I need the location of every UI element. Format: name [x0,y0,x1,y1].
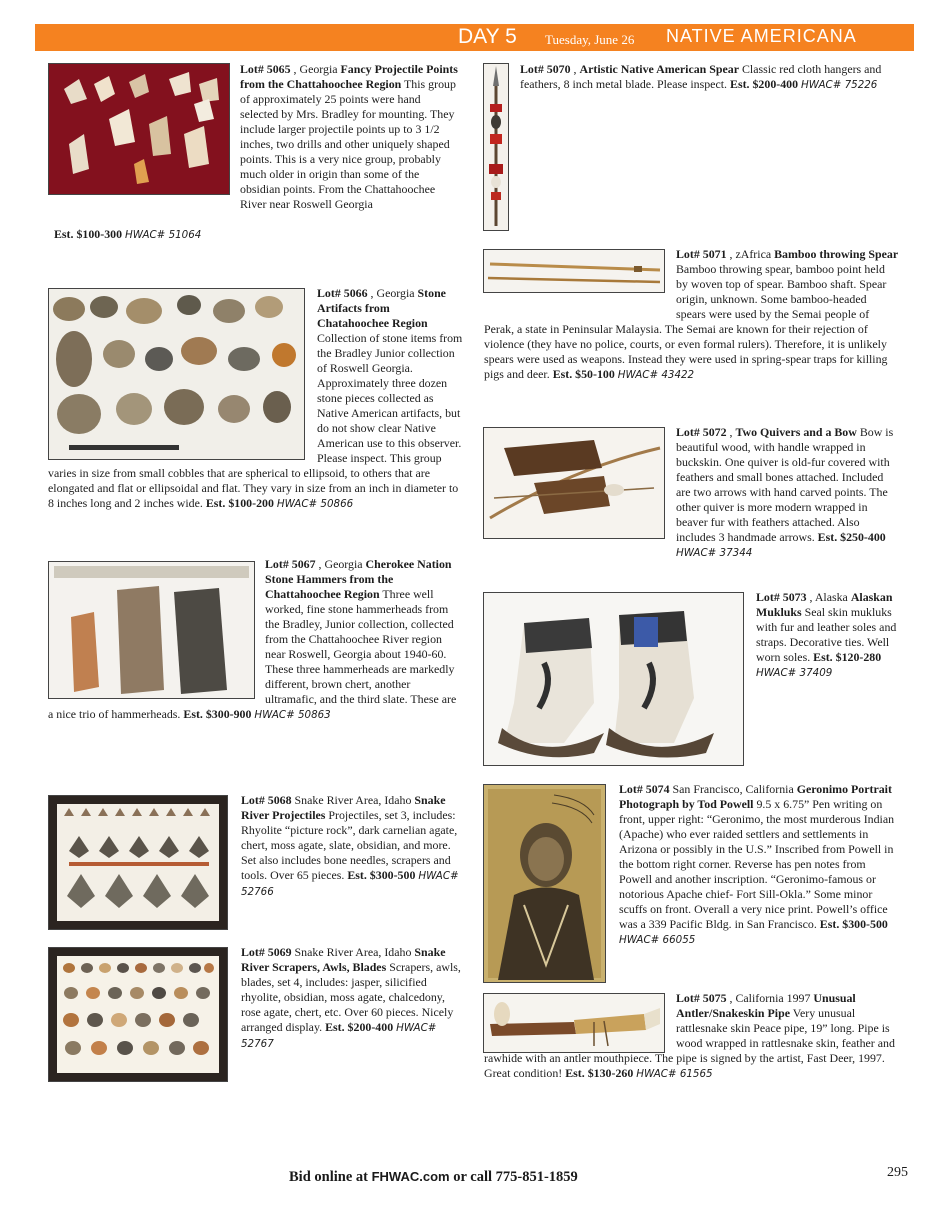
lot-hwac: HWAC# 37409 [756,667,833,679]
page-number: 295 [887,1165,908,1180]
lot-5065-text [48,62,458,243]
lot-title: Stone Artifacts from Chatahoochee Region [317,286,446,330]
lot-number: Lot# 5071 [676,247,727,261]
lot-description: Bamboo throwing spear, bamboo point held by woven top of spear. Bamboo shaft. Spear origin, unknown. Some bamboo-headed spears were used by the Semai people of Perak, a state in Peninsular Malaysia. The Semai are known for their rejection of violence (they have no police, courts, or even formal rulers). Therefore, it is unlikely spears were used as weapons. Instead they were used in spring-spear traps for killing pigs and deer. [484,262,888,381]
lot-title: Snake River Scrapers, Awls, Blades [241,945,446,974]
footer-prefix: Bid online at [289,1169,368,1185]
lot-5066-text [48,286,463,512]
lot-location: , zAfrica [729,247,772,261]
page-header-banner [35,24,914,51]
lot-number: Lot# 5067 [265,557,316,571]
lot-location: , Georgia [318,557,363,571]
lot-estimate: Est. $250-400 [817,530,886,544]
lot-estimate: Est. $200-400 [730,77,799,91]
lot-number: Lot# 5069 [241,945,292,959]
lot-hwac: HWAC# 50863 [254,709,331,721]
lot-number: Lot# 5073 [756,590,807,604]
lot-location: , [729,425,733,439]
lot-title: Fancy Projectile Points from the Chattahoochee Region [240,62,458,91]
lot-estimate: Est. $200-400 [325,1020,394,1034]
footer-website-link[interactable]: FHWAC.com [371,1169,450,1184]
lot-hwac: HWAC# 61565 [636,1068,713,1080]
lot-estimate: Est. $100-200 [205,496,274,510]
lot-description: Projectiles, set 3, includes: Rhyolite “picture rock”, dark carnelian agate, chert, moss agate, slate, obsidian, and more. Set also includes bone needles, scrapers and tools. Over 65 pieces. [241,808,458,882]
lot-5074-text [619,782,899,948]
lot-5068-photo[interactable] [48,795,228,930]
lot-estimate: Est. $100-300 [54,227,123,241]
lot-5074-photo[interactable] [483,784,606,983]
lot-title: Snake River Projectiles [241,793,446,822]
lot-5070-text [520,62,900,93]
lot-title: Two Quivers and a Bow [735,425,857,439]
lot-description: Three well worked, fine stone hammerheads from the Bradley, Junior collection, collected from the Chattahoochee River region near Roswell, Georgia about 1940-60. These three hammerheads are markedly different, brown chert, another ultramafic, and the third slate. These are a nice trio of hammerheads. [48,587,457,721]
lot-hwac: HWAC# 43422 [617,369,695,381]
lot-number: Lot# 5070 [520,62,571,76]
lot-title: Geronimo Portrait Photograph by Tod Powell [619,782,892,811]
lot-hwac: HWAC# 66055 [619,934,696,946]
lot-5070-photo[interactable] [483,63,509,231]
lot-hwac: HWAC# 52767 [241,1022,437,1050]
lot-5067-text [48,557,458,723]
lot-number: Lot# 5074 [619,782,670,796]
footer-bid-line [289,1169,578,1186]
lot-number: Lot# 5065 [240,62,291,76]
lot-title: Cherokee Nation Stone Hammers from the Chattahoochee Region [265,557,452,601]
lot-description: Collection of stone items from the Bradley Junior collection of Roswell Georgia. Approximately three dozen stone pieces collected as Native American artifacts, but do not show clear Native American use to this observer. Please inspect. This group varies in size from small cobbles that are spherical to ellipsoid, to others that are elongated and flat or ellipsoidal and flat. They vary in size from an inch in diameter to 8 inches long and 2 inches wide. [48,331,463,510]
lot-hwac: HWAC# 75226 [801,79,878,91]
lot-title: Alaskan Mukluks [756,590,893,619]
lot-5068-text [241,793,461,900]
footer-phone: or call 775-851-1859 [453,1169,578,1185]
lot-location: , California 1997 [729,991,811,1005]
lot-title: Artistic Native American Spear [579,62,739,76]
lot-description: Bow is beautiful wood, with handle wrapped in buckskin. One quiver is old-fur covered with feathers and small bones attached. Included are two arrows with hand carved points. The other quiver is more modern wrapped in beaver fur with feathers attached. Also includes 3 handmade arrows. [676,425,894,544]
lot-estimate: Est. $50-100 [552,367,615,381]
date-label: Tuesday, June 26 [545,32,635,47]
lot-estimate: Est. $120-280 [813,650,882,664]
lot-estimate: Est. $300-500 [819,917,888,931]
lot-location: , Alaska [809,590,848,604]
lot-hwac: HWAC# 37344 [676,547,753,559]
lot-5073-text [756,590,901,681]
lot-5072-text [484,425,899,561]
lot-description: Scrapers, awls, blades, set 4, includes: jasper, silicified rhyolite, obsidian, moss agate, chalcedony, rose agate, chert, etc. Over 60 pieces. Nicely arranged display. [241,960,461,1034]
lot-5069-photo[interactable] [48,947,228,1082]
lot-description: This group of approximately 25 points were hand selected by Mrs. Bradley for mounting. They include larger projectile points up to 3 1/2 inches, two drills and other uniquely shaped points. This is a very nice group, probably much older in origin than some of the obsidian points. From the Chattahoochee River near Roswell Georgia [240,77,456,211]
lot-description: Classic red cloth hangers and feathers, 8 inch metal blade. Please inspect. [520,62,882,91]
lot-5069-text [241,945,463,1052]
lot-location: , Georgia [293,62,338,76]
lot-estimate: Est. $300-900 [183,707,252,721]
lot-description: Very unusual rattlesnake skin Peace pipe, 19” long. Pipe is wood wrapped in rattlesnake skin, feather and rawhide with an antler mouthpiece. The pipe is signed by the artist, Fast Deer, 1997. Great condition! [484,1006,895,1080]
lot-number: Lot# 5075 [676,991,727,1005]
lot-5071-text [484,247,899,383]
lot-estimate: Est. $130-260 [565,1066,634,1080]
lot-hwac: HWAC# 50866 [276,498,354,510]
lot-title: Unusual Antler/Snakeskin Pipe [676,991,856,1020]
lot-number: Lot# 5066 [317,286,368,300]
lot-5075-text [484,991,899,1082]
lot-location: , [573,62,577,76]
lot-title: Bamboo throwing Spear [774,247,899,261]
lot-hwac: HWAC# 52766 [241,870,459,898]
lot-location: San Francisco, California [672,782,794,796]
lot-description: Seal skin mukluks with fur and leather soles and straps. Decorative ties. Well worn soles. [756,605,897,664]
category-label: NATIVE AMERICANA [666,26,857,46]
lot-estimate: Est. $300-500 [347,868,416,882]
lot-location: Snake River Area, Idaho [294,793,412,807]
lot-5073-photo[interactable] [483,592,744,766]
lot-number: Lot# 5072 [676,425,727,439]
lot-number: Lot# 5068 [241,793,292,807]
lot-location: , Georgia [370,286,415,300]
lot-description: 9.5 x 6.75” Pen writing on front, upper right: “Geronimo, the most murderous Indian (Apache) who ever raided settlers and settlements in Arizona or possibly in the U.S.” Inscribed from Powell in the bottom right corner. Reverse has pen notes from Powell and another inscription. “Geronimo-famous or notorious Apache chief- Fort Sill-Okla.” Some minor scuffs on front. Overall a very nice print. Powell’s office was a 339 Pacific Bldg. in San Francisco. [619,797,895,931]
lot-location: Snake River Area, Idaho [294,945,412,959]
day-label: DAY 5 [458,25,517,48]
lot-hwac: HWAC# 51064 [125,229,202,241]
